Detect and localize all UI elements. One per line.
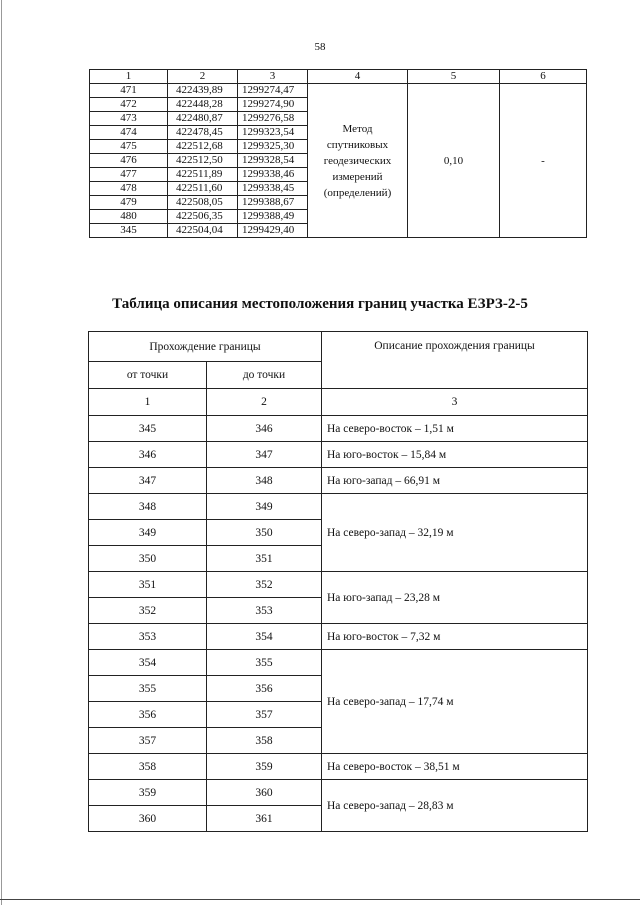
to-point: 358 <box>207 728 322 754</box>
to-point: 352 <box>207 572 322 598</box>
boundary-description: На юго-восток – 7,32 м <box>322 624 588 650</box>
column-6-cell: - <box>500 84 587 238</box>
coord-x: 422512,68 <box>168 140 238 154</box>
coord-x: 422478,45 <box>168 126 238 140</box>
to-point: 356 <box>207 676 322 702</box>
point-number: 479 <box>90 196 168 210</box>
coord-y: 1299338,45 <box>238 182 308 196</box>
boundary-description: На юго-запад – 66,91 м <box>322 468 588 494</box>
to-point: 349 <box>207 494 322 520</box>
coord-row <box>90 84 587 98</box>
method-line: геодезических <box>323 154 392 167</box>
table-title: Таблица описания местоположения границ участка ЕЗРЗ-2-5 <box>112 296 528 312</box>
from-point: 355 <box>89 676 207 702</box>
boundary-description: На северо-запад – 28,83 м <box>322 780 588 832</box>
boundary-description: На северо-запад – 32,19 м <box>322 494 588 572</box>
col-number-3: 3 <box>322 389 588 416</box>
boundary-row <box>89 468 588 494</box>
to-point: 355 <box>207 650 322 676</box>
boundary-description: На северо-запад – 17,74 м <box>322 650 588 754</box>
coord-header-5: 5 <box>408 70 500 84</box>
point-number: 345 <box>90 224 168 238</box>
coord-header-1: 1 <box>90 70 168 84</box>
coord-y: 1299325,30 <box>238 140 308 154</box>
to-point: 347 <box>207 442 322 468</box>
coord-x: 422439,89 <box>168 84 238 98</box>
boundary-row <box>89 442 588 468</box>
to-point: 359 <box>207 754 322 780</box>
from-point: 354 <box>89 650 207 676</box>
from-point: 359 <box>89 780 207 806</box>
coord-x: 422480,87 <box>168 112 238 126</box>
boundary-row <box>89 572 588 598</box>
boundary-row <box>89 624 588 650</box>
from-point: 350 <box>89 546 207 572</box>
coord-y: 1299323,54 <box>238 126 308 140</box>
boundary-row <box>89 494 588 520</box>
coord-x: 422511,89 <box>168 168 238 182</box>
boundary-row <box>89 780 588 806</box>
from-point: 351 <box>89 572 207 598</box>
from-point: 346 <box>89 442 207 468</box>
point-number: 472 <box>90 98 168 112</box>
point-number: 471 <box>90 84 168 98</box>
accuracy-cell: 0,10 <box>408 84 500 238</box>
to-point: 353 <box>207 598 322 624</box>
from-point: 360 <box>89 806 207 832</box>
point-number: 477 <box>90 168 168 182</box>
boundary-row <box>89 650 588 676</box>
col-number-2: 2 <box>207 389 322 416</box>
col-number-1: 1 <box>89 389 207 416</box>
coord-x: 422512,50 <box>168 154 238 168</box>
coordinates-header-row <box>90 70 587 84</box>
coord-header-2: 2 <box>168 70 238 84</box>
bounds-header-row-1 <box>89 332 588 362</box>
coord-y: 1299429,40 <box>238 224 308 238</box>
method-line: измерений <box>332 170 383 183</box>
page-number: 58 <box>314 41 326 53</box>
coord-y: 1299388,49 <box>238 210 308 224</box>
to-point: 361 <box>207 806 322 832</box>
to-point: 354 <box>207 624 322 650</box>
method-line: Метод <box>342 122 373 135</box>
method-line: спутниковых <box>326 138 389 151</box>
coord-y: 1299338,46 <box>238 168 308 182</box>
from-point: 347 <box>89 468 207 494</box>
coord-y: 1299388,67 <box>238 196 308 210</box>
from-point: 352 <box>89 598 207 624</box>
from-point: 345 <box>89 416 207 442</box>
from-point: 353 <box>89 624 207 650</box>
page-edge-line <box>1 0 2 905</box>
coord-y: 1299276,58 <box>238 112 308 126</box>
to-point: 346 <box>207 416 322 442</box>
to-point: 360 <box>207 780 322 806</box>
coord-x: 422504,04 <box>168 224 238 238</box>
coord-y: 1299328,54 <box>238 154 308 168</box>
to-point: 348 <box>207 468 322 494</box>
header-passage: Прохождение границы <box>89 332 322 362</box>
bounds-col-numbers-row <box>89 389 588 416</box>
boundary-row <box>89 754 588 780</box>
to-point: 351 <box>207 546 322 572</box>
coordinates-table <box>89 69 587 238</box>
point-number: 476 <box>90 154 168 168</box>
from-point: 358 <box>89 754 207 780</box>
point-number: 474 <box>90 126 168 140</box>
coord-y: 1299274,90 <box>238 98 308 112</box>
header-to-point: до точки <box>207 362 322 389</box>
coord-header-3: 3 <box>238 70 308 84</box>
bottom-edge-line <box>0 899 640 900</box>
point-number: 473 <box>90 112 168 126</box>
from-point: 357 <box>89 728 207 754</box>
header-from-point: от точки <box>89 362 207 389</box>
coord-y: 1299274,47 <box>238 84 308 98</box>
from-point: 349 <box>89 520 207 546</box>
boundary-description: На северо-восток – 1,51 м <box>322 416 588 442</box>
point-number: 480 <box>90 210 168 224</box>
boundary-description: На северо-восток – 38,51 м <box>322 754 588 780</box>
boundary-description: На юго-запад – 23,28 м <box>322 572 588 624</box>
coord-x: 422511,60 <box>168 182 238 196</box>
point-number: 478 <box>90 182 168 196</box>
method-line: (определений) <box>323 186 392 199</box>
boundary-row <box>89 416 588 442</box>
boundary-description-table <box>88 331 588 832</box>
coord-header-6: 6 <box>500 70 587 84</box>
coord-x: 422506,35 <box>168 210 238 224</box>
point-number: 475 <box>90 140 168 154</box>
boundary-description: На юго-восток – 15,84 м <box>322 442 588 468</box>
header-description: Описание прохождения границы <box>322 332 588 389</box>
coord-x: 422508,05 <box>168 196 238 210</box>
coord-header-4: 4 <box>308 70 408 84</box>
coord-x: 422448,28 <box>168 98 238 112</box>
to-point: 357 <box>207 702 322 728</box>
to-point: 350 <box>207 520 322 546</box>
method-cell <box>308 84 408 238</box>
from-point: 348 <box>89 494 207 520</box>
from-point: 356 <box>89 702 207 728</box>
